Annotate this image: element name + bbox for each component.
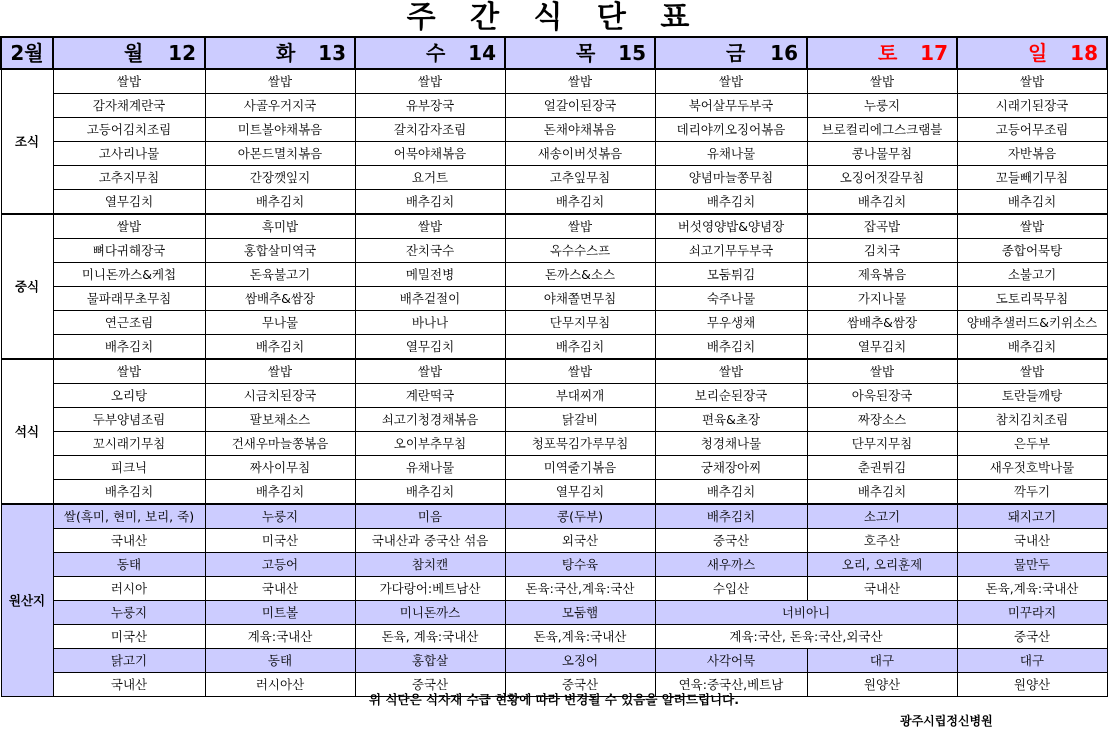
day-date: 13: [318, 41, 346, 65]
menu-cell: 열무김치: [505, 480, 655, 505]
weekly-menu-table: [0, 36, 1108, 697]
origin-cell: 배추김치: [655, 504, 807, 529]
origin-row: [1, 577, 1107, 601]
menu-cell: 홍합살미역국: [205, 239, 355, 263]
origin-cell: 동태: [53, 553, 205, 577]
menu-cell: 팔보채소스: [205, 408, 355, 432]
menu-cell: 북어살무두부국: [655, 94, 807, 118]
origin-cell: 사각어묵: [655, 649, 807, 673]
origin-cell: 미트볼: [205, 601, 355, 625]
menu-cell: 미니돈까스&케첩: [53, 263, 205, 287]
origin-cell: 소고기: [807, 504, 957, 529]
menu-cell: 아몬드멸치볶음: [205, 142, 355, 166]
menu-cell: 무나물: [205, 311, 355, 335]
menu-row: [1, 239, 1107, 263]
origin-cell: 돈육, 계육:국내산: [355, 625, 505, 649]
menu-cell: 시래기된장국: [957, 94, 1107, 118]
menu-cell: 연근조림: [53, 311, 205, 335]
menu-cell: 유부장국: [355, 94, 505, 118]
origin-row: [1, 553, 1107, 577]
menu-cell: 계란떡국: [355, 384, 505, 408]
menu-cell: 배추김치: [53, 480, 205, 505]
menu-cell: 돈육불고기: [205, 263, 355, 287]
origin-cell: 돈육,계육:국내산: [957, 577, 1107, 601]
menu-cell: 배추김치: [957, 190, 1107, 215]
menu-cell: 감자채계란국: [53, 94, 205, 118]
menu-cell: 배추김치: [505, 190, 655, 215]
day-name: 화: [276, 41, 296, 65]
menu-cell: 쌀밥: [355, 69, 505, 94]
origin-cell: 국내산: [807, 577, 957, 601]
day-header: [53, 37, 205, 69]
origin-cell: 가다랑어:베트남산: [355, 577, 505, 601]
menu-cell: 춘권튀김: [807, 456, 957, 480]
origin-cell: 오징어: [505, 649, 655, 673]
origin-cell: 누룽지: [205, 504, 355, 529]
day-date: 17: [920, 41, 948, 65]
origin-row: [1, 649, 1107, 673]
day-date: 15: [618, 41, 646, 65]
menu-cell: 두부양념조림: [53, 408, 205, 432]
menu-cell: 쌀밥: [807, 69, 957, 94]
menu-cell: 옥수수스프: [505, 239, 655, 263]
menu-cell: 뼈다귀해장국: [53, 239, 205, 263]
menu-cell: 고사리나물: [53, 142, 205, 166]
day-header: [505, 37, 655, 69]
meal-label: 중식: [1, 214, 53, 359]
menu-cell: 꼬시래기무침: [53, 432, 205, 456]
menu-cell: 단무지무침: [505, 311, 655, 335]
origin-cell: 너비아니: [655, 601, 957, 625]
origin-cell: 국내산: [205, 577, 355, 601]
meal-label: 조식: [1, 69, 53, 214]
menu-cell: 유채나물: [355, 456, 505, 480]
menu-cell: 쌀밥: [355, 359, 505, 384]
menu-cell: 쌀밥: [655, 69, 807, 94]
menu-cell: 배추김치: [205, 335, 355, 360]
menu-cell: 요거트: [355, 166, 505, 190]
notice-text: 위 식단은 식자재 수급 현황에 따라 변경될 수 있음을 알려드립니다.: [369, 692, 739, 707]
origin-cell: 국내산: [957, 529, 1107, 553]
day-name: 금: [726, 41, 746, 65]
page-title: 주 간 식 단 표: [406, 0, 702, 35]
menu-cell: 은두부: [957, 432, 1107, 456]
menu-row: [1, 94, 1107, 118]
menu-cell: 피크닉: [53, 456, 205, 480]
menu-cell: 시금치된장국: [205, 384, 355, 408]
menu-cell: 돈까스&소스: [505, 263, 655, 287]
origin-cell: 고등어: [205, 553, 355, 577]
menu-cell: 콩나물무침: [807, 142, 957, 166]
menu-cell: 참치김치조림: [957, 408, 1107, 432]
menu-cell: 쌀밥: [205, 359, 355, 384]
origin-row: [1, 625, 1107, 649]
menu-cell: 브로컬리에그스크램블: [807, 118, 957, 142]
origin-cell: 계육:국내산: [205, 625, 355, 649]
menu-cell: 쌀밥: [957, 359, 1107, 384]
hospital-name: 광주시립정신병원: [900, 714, 993, 728]
origin-row: [1, 504, 1107, 529]
menu-cell: 열무김치: [53, 190, 205, 215]
day-header: [205, 37, 355, 69]
menu-cell: 단무지무침: [807, 432, 957, 456]
menu-cell: 청경채나물: [655, 432, 807, 456]
menu-row: [1, 335, 1107, 360]
menu-cell: 배추김치: [655, 190, 807, 215]
menu-cell: 쌀밥: [53, 69, 205, 94]
menu-cell: 잔치국수: [355, 239, 505, 263]
origin-cell: 러시아산: [205, 673, 355, 697]
origin-cell: 미국산: [205, 529, 355, 553]
menu-cell: 쌀밥: [505, 69, 655, 94]
origin-cell: 수입산: [655, 577, 807, 601]
menu-cell: 배추김치: [807, 190, 957, 215]
menu-cell: 어묵야채볶음: [355, 142, 505, 166]
origin-row: [1, 529, 1107, 553]
menu-cell: 김치국: [807, 239, 957, 263]
origin-cell: 쌀(흑미, 현미, 보리, 죽): [53, 504, 205, 529]
menu-row: [1, 432, 1107, 456]
origin-cell: 중국산: [355, 673, 505, 697]
menu-cell: 배추김치: [655, 335, 807, 360]
menu-cell: 미역줄기볶음: [505, 456, 655, 480]
menu-cell: 누룽지: [807, 94, 957, 118]
menu-cell: 배추김치: [957, 335, 1107, 360]
menu-cell: 편육&초장: [655, 408, 807, 432]
origin-cell: 중국산: [655, 529, 807, 553]
origin-cell: 오리, 오리훈제: [807, 553, 957, 577]
origin-row: [1, 601, 1107, 625]
origin-cell: 콩(두부): [505, 504, 655, 529]
origin-cell: 연육:중국산,베트남: [655, 673, 807, 697]
menu-cell: 부대찌개: [505, 384, 655, 408]
menu-cell: 고추잎무침: [505, 166, 655, 190]
origin-cell: 러시아: [53, 577, 205, 601]
menu-cell: 쌀밥: [957, 214, 1107, 239]
origin-cell: 국내산: [53, 529, 205, 553]
origin-cell: 미꾸라지: [957, 601, 1107, 625]
day-header: [957, 37, 1107, 69]
menu-cell: 배추김치: [205, 480, 355, 505]
menu-cell: 쌀밥: [957, 69, 1107, 94]
menu-row: [1, 408, 1107, 432]
day-name: 수: [426, 41, 446, 65]
menu-cell: 새송이버섯볶음: [505, 142, 655, 166]
menu-cell: 물파래무초무침: [53, 287, 205, 311]
menu-cell: 오징어젓갈무침: [807, 166, 957, 190]
menu-cell: 제육볶음: [807, 263, 957, 287]
menu-cell: 배추김치: [205, 190, 355, 215]
menu-cell: 쌀밥: [807, 359, 957, 384]
menu-cell: 아욱된장국: [807, 384, 957, 408]
origin-label: 원산지: [1, 504, 53, 697]
menu-row: [1, 456, 1107, 480]
origin-cell: 국내산과 중국산 섞음: [355, 529, 505, 553]
menu-row: [1, 311, 1107, 335]
menu-cell: 짜사이무침: [205, 456, 355, 480]
menu-row: [1, 118, 1107, 142]
menu-cell: 궁채장아찌: [655, 456, 807, 480]
origin-cell: 원양산: [957, 673, 1107, 697]
menu-cell: 메밀전병: [355, 263, 505, 287]
menu-cell: 도토리묵무침: [957, 287, 1107, 311]
menu-cell: 쌈배추&쌈장: [807, 311, 957, 335]
day-date: 18: [1070, 41, 1098, 65]
menu-cell: 배추겉절이: [355, 287, 505, 311]
menu-row: [1, 384, 1107, 408]
menu-row: [1, 69, 1107, 94]
menu-cell: 열무김치: [355, 335, 505, 360]
menu-cell: 간장깻잎지: [205, 166, 355, 190]
menu-cell: 토란들깨탕: [957, 384, 1107, 408]
origin-cell: 모둠햄: [505, 601, 655, 625]
day-date: 14: [468, 41, 496, 65]
menu-cell: 배추김치: [355, 190, 505, 215]
menu-cell: 쇠고기청경채볶음: [355, 408, 505, 432]
menu-cell: 소불고기: [957, 263, 1107, 287]
menu-cell: 얼갈이된장국: [505, 94, 655, 118]
origin-cell: 미국산: [53, 625, 205, 649]
menu-cell: 숙주나물: [655, 287, 807, 311]
menu-row: [1, 142, 1107, 166]
day-name: 토: [878, 41, 898, 65]
origin-cell: 미니돈까스: [355, 601, 505, 625]
menu-row: [1, 287, 1107, 311]
menu-cell: 쌈배추&쌈장: [205, 287, 355, 311]
menu-row: [1, 480, 1107, 505]
menu-cell: 데리야끼오징어볶음: [655, 118, 807, 142]
day-date: 16: [770, 41, 798, 65]
meal-label: 석식: [1, 359, 53, 504]
menu-cell: 청포묵김가루무침: [505, 432, 655, 456]
origin-cell: 호주산: [807, 529, 957, 553]
day-name: 목: [576, 41, 596, 65]
menu-cell: 버섯영양밥&양념장: [655, 214, 807, 239]
origin-cell: 계육:국산, 돈육:국산,외국산: [655, 625, 957, 649]
origin-cell: 돈육:국산,계육:국산: [505, 577, 655, 601]
origin-cell: 동태: [205, 649, 355, 673]
menu-cell: 배추김치: [505, 335, 655, 360]
origin-cell: 국내산: [53, 673, 205, 697]
menu-cell: 쌀밥: [53, 214, 205, 239]
menu-row: [1, 190, 1107, 215]
origin-cell: 원양산: [807, 673, 957, 697]
origin-cell: 돈육,계육:국내산: [505, 625, 655, 649]
menu-cell: 꼬들빼기무침: [957, 166, 1107, 190]
menu-row: [1, 166, 1107, 190]
menu-row: [1, 263, 1107, 287]
origin-cell: 홍합살: [355, 649, 505, 673]
day-name: 월: [124, 41, 144, 65]
menu-cell: 건새우마늘쫑볶음: [205, 432, 355, 456]
origin-cell: 참치캔: [355, 553, 505, 577]
origin-cell: 닭고기: [53, 649, 205, 673]
origin-cell: 탕수육: [505, 553, 655, 577]
menu-cell: 양념마늘쫑무침: [655, 166, 807, 190]
origin-cell: 중국산: [505, 673, 655, 697]
menu-cell: 쇠고기무두부국: [655, 239, 807, 263]
menu-cell: 야채쫄면무침: [505, 287, 655, 311]
origin-cell: 외국산: [505, 529, 655, 553]
menu-cell: 무우생채: [655, 311, 807, 335]
menu-cell: 쌀밥: [655, 359, 807, 384]
menu-cell: 바나나: [355, 311, 505, 335]
menu-cell: 돈채야채볶음: [505, 118, 655, 142]
menu-cell: 잡곡밥: [807, 214, 957, 239]
menu-row: [1, 214, 1107, 239]
menu-cell: 고등어김치조림: [53, 118, 205, 142]
menu-cell: 쌀밥: [53, 359, 205, 384]
menu-cell: 새우젓호박나물: [957, 456, 1107, 480]
menu-cell: 쌀밥: [505, 359, 655, 384]
menu-cell: 배추김치: [655, 480, 807, 505]
menu-cell: 깍두기: [957, 480, 1107, 505]
origin-cell: 대구: [807, 649, 957, 673]
origin-cell: 대구: [957, 649, 1107, 673]
menu-cell: 흑미밥: [205, 214, 355, 239]
menu-cell: 고추지무침: [53, 166, 205, 190]
menu-cell: 보리순된장국: [655, 384, 807, 408]
day-name: 일: [1028, 41, 1048, 65]
origin-cell: 물만두: [957, 553, 1107, 577]
menu-cell: 양배추샐러드&키위소스: [957, 311, 1107, 335]
menu-cell: 갈치감자조림: [355, 118, 505, 142]
menu-cell: 배추김치: [53, 335, 205, 360]
day-header: [355, 37, 505, 69]
origin-cell: 새우까스: [655, 553, 807, 577]
origin-cell: 미음: [355, 504, 505, 529]
menu-cell: 유채나물: [655, 142, 807, 166]
origin-cell: 중국산: [957, 625, 1107, 649]
menu-cell: 쌀밥: [505, 214, 655, 239]
menu-cell: 오리탕: [53, 384, 205, 408]
header-row: [1, 37, 1107, 69]
menu-cell: 짜장소스: [807, 408, 957, 432]
menu-cell: 열무김치: [807, 335, 957, 360]
menu-cell: 가지나물: [807, 287, 957, 311]
menu-cell: 고등어무조림: [957, 118, 1107, 142]
origin-cell: 돼지고기: [957, 504, 1107, 529]
day-header: [807, 37, 957, 69]
origin-cell: 누룽지: [53, 601, 205, 625]
menu-cell: 닭갈비: [505, 408, 655, 432]
menu-cell: 모둠튀김: [655, 263, 807, 287]
menu-cell: 미트볼야채볶음: [205, 118, 355, 142]
menu-cell: 쌀밥: [355, 214, 505, 239]
menu-row: [1, 359, 1107, 384]
menu-cell: 사골우거지국: [205, 94, 355, 118]
day-header: [655, 37, 807, 69]
month-cell: 2월: [1, 37, 53, 69]
menu-cell: 배추김치: [807, 480, 957, 505]
menu-cell: 종합어묵탕: [957, 239, 1107, 263]
menu-cell: 자반볶음: [957, 142, 1107, 166]
menu-cell: 쌀밥: [205, 69, 355, 94]
day-date: 12: [168, 41, 196, 65]
menu-cell: 오이부추무침: [355, 432, 505, 456]
menu-cell: 배추김치: [355, 480, 505, 505]
